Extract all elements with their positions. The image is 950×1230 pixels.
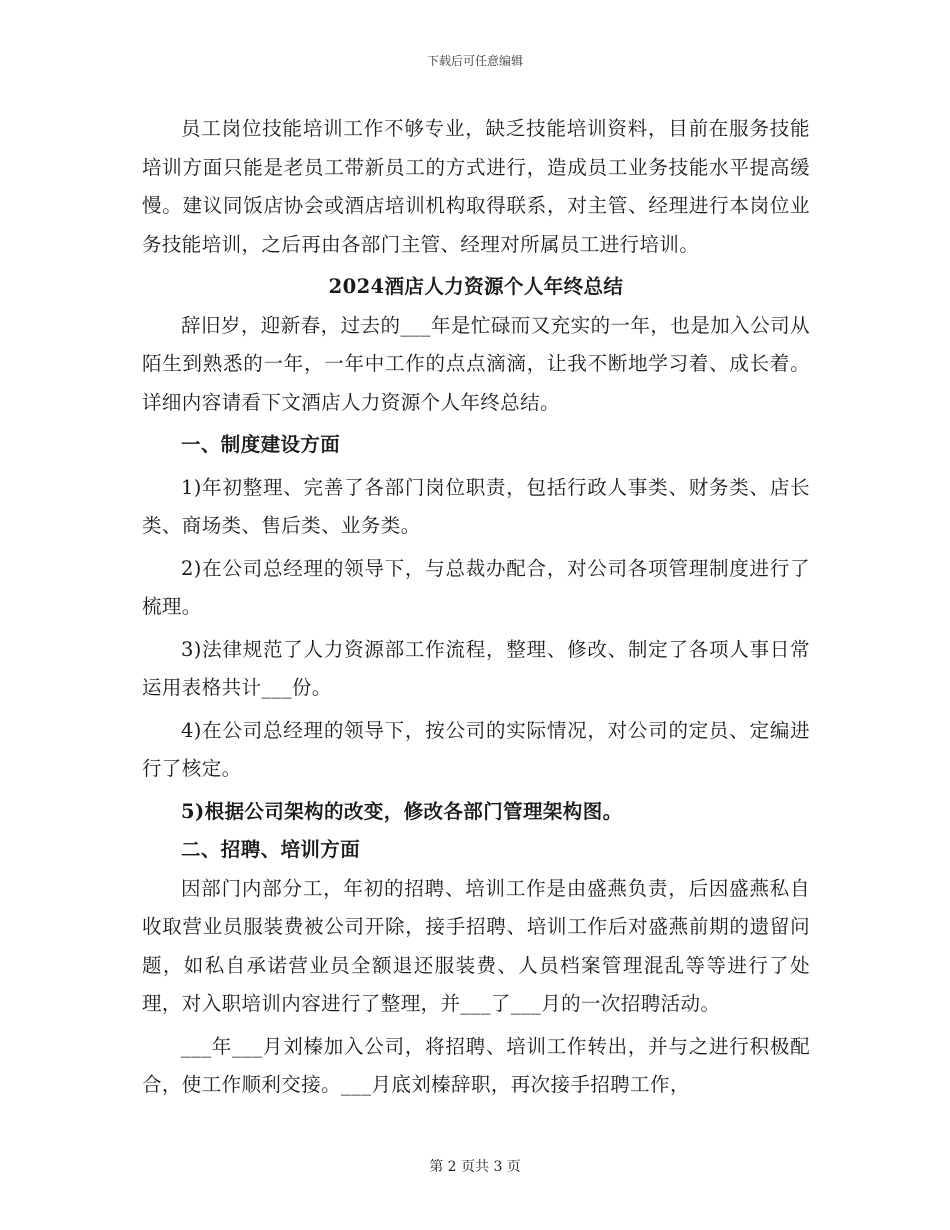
list-item-4: 4)在公司总经理的领导下，按公司的实际情况，对公司的定员、定编进行了核定。: [142, 718, 810, 780]
document-body: [142, 110, 810, 1105]
intro-paragraph: 员工岗位技能培训工作不够专业，缺乏技能培训资料，目前在服务技能培训方面只能是老员工带新员工的方式进行，造成员工业务技能水平提高缓慢。建议同饭店协会或酒店培训机构取得联系，对主管、经理进行本岗位业务技能培训，之后再由各部门主管、经理对所属员工进行培训。: [142, 117, 810, 256]
section-heading-system: 一、制度建设方面: [181, 433, 341, 456]
list-item-3: 3)法律规范了人力资源部工作流程，整理、修改、制定了各项人事日常运用表格共计___份。: [142, 637, 810, 699]
section-heading-recruitment: 二、招聘、培训方面: [181, 838, 361, 861]
list-item-2: 2)在公司总经理的领导下，与总裁办配合，对公司各项管理制度进行了梳理。: [142, 556, 810, 618]
page-header-note: 下载后可任意编辑: [426, 54, 523, 68]
recruitment-paragraph-2: ___年___月刘榛加入公司，将招聘、培训工作转出，并与之进行积极配合，使工作顺利交接。___月底刘榛辞职，再次接手招聘工作，: [142, 1034, 810, 1096]
opening-paragraph: 辞旧岁，迎新春，过去的___年是忙碌而又充实的一年，也是加入公司从陌生到熟悉的一年，一年中工作的点点滴滴，让我不断地学习着、成长着。详细内容请看下文酒店人力资源个人年终总结。: [142, 313, 810, 414]
page-number-footer: 第 2 页共 3 页: [429, 1159, 521, 1175]
document-title: 2024酒店人力资源个人年终总结: [328, 275, 624, 298]
list-item-1: 1)年初整理、完善了各部门岗位职责，包括行政人事类、财务类、店长类、商场类、售后类、业务类。: [142, 475, 810, 537]
recruitment-paragraph-1: 因部门内部分工，年初的招聘、培训工作是由盛燕负责，后因盛燕私自收取营业员服装费被公司开除，接手招聘、培训工作后对盛燕前期的遗留问题，如私自承诺营业员全额退还服装费、人员档案管理混乱等等进行了处理，对入职培训内容进行了整理，并___了___月的一次招聘活动。: [142, 876, 810, 1015]
list-item-5: 5)根据公司架构的改变，修改各部门管理架构图。: [181, 799, 623, 823]
